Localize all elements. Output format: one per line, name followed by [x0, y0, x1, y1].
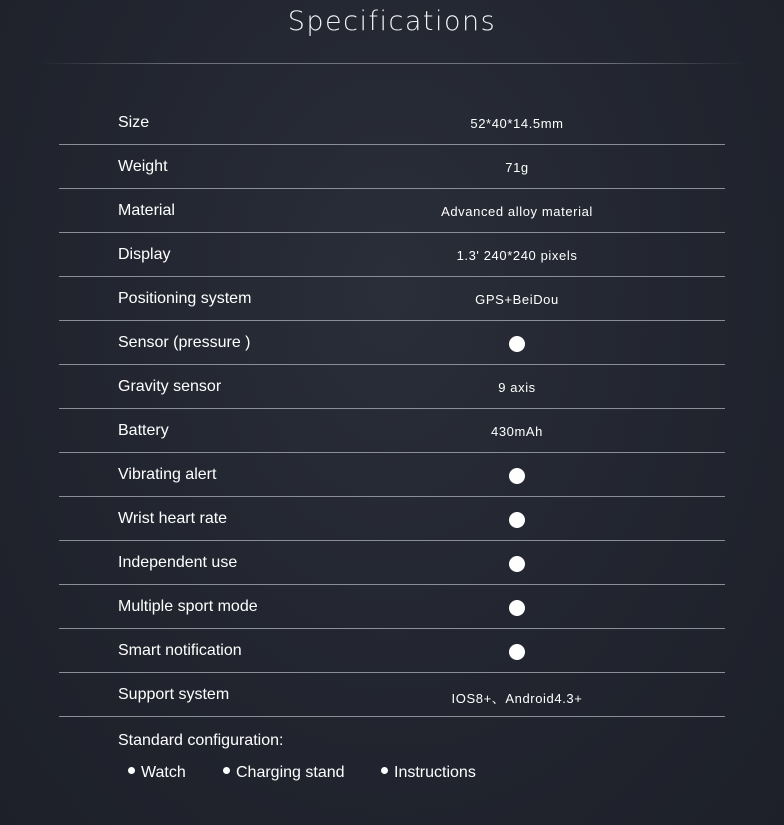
spec-value: 71g — [505, 160, 529, 175]
spec-row-smart-notification — [59, 629, 725, 673]
configuration-item — [381, 764, 476, 782]
spec-label: Weight — [118, 158, 168, 175]
spec-value: 9 axis — [498, 380, 536, 395]
spec-row-display — [59, 233, 725, 277]
spec-value: IOS8+、Android4.3+ — [451, 691, 583, 706]
spec-row-vibrating-alert — [59, 453, 725, 497]
configuration-item-label: Instructions — [394, 764, 476, 781]
supported-dot-icon — [509, 468, 525, 484]
spec-label: Positioning system — [118, 290, 252, 307]
spec-row-pressure-sensor — [59, 321, 725, 365]
spec-row-sport-mode — [59, 585, 725, 629]
spec-label: Size — [118, 114, 150, 131]
supported-dot-icon — [509, 512, 525, 528]
spec-value: 52*40*14.5mm — [470, 116, 564, 131]
spec-label: Display — [118, 246, 171, 263]
spec-value: GPS+BeiDou — [475, 292, 559, 307]
bullet-icon — [381, 767, 388, 774]
spec-label: Multiple sport mode — [118, 598, 258, 615]
spec-row-weight — [59, 145, 725, 189]
spec-table — [59, 101, 725, 717]
spec-label: Smart notification — [118, 642, 242, 659]
page-title: Specifications — [287, 6, 497, 37]
supported-dot-icon — [509, 556, 525, 572]
spec-value: Advanced alloy material — [441, 204, 593, 219]
spec-value: 430mAh — [490, 424, 544, 439]
spec-row-material — [59, 189, 725, 233]
spec-label: Battery — [118, 422, 169, 439]
configuration-item-label: Watch — [141, 764, 186, 781]
spec-row-independent-use — [59, 541, 725, 585]
title-divider — [40, 63, 744, 64]
configuration-item — [128, 764, 186, 782]
spec-label: Wrist heart rate — [118, 510, 228, 527]
bullet-icon — [223, 767, 230, 774]
spec-label: Vibrating alert — [118, 466, 217, 483]
configuration-item-label: Charging stand — [236, 764, 345, 781]
supported-dot-icon — [509, 336, 525, 352]
spec-label: Material — [118, 202, 175, 219]
spec-row-battery — [59, 409, 725, 453]
spec-row-size — [59, 101, 725, 145]
spec-label: Independent use — [118, 554, 238, 571]
supported-dot-icon — [509, 644, 525, 660]
bullet-icon — [128, 767, 135, 774]
supported-dot-icon — [509, 600, 525, 616]
spec-row-positioning — [59, 277, 725, 321]
spec-row-gravity-sensor — [59, 365, 725, 409]
spec-value: 1.3' 240*240 pixels — [456, 248, 578, 263]
spec-label: Gravity sensor — [118, 378, 222, 395]
spec-label: Support system — [118, 686, 230, 703]
spec-row-support-system — [59, 673, 725, 717]
configuration-title: Standard configuration: — [118, 732, 284, 749]
spec-row-heart-rate — [59, 497, 725, 541]
configuration-item — [223, 764, 345, 782]
spec-label: Sensor (pressure ) — [118, 334, 251, 351]
